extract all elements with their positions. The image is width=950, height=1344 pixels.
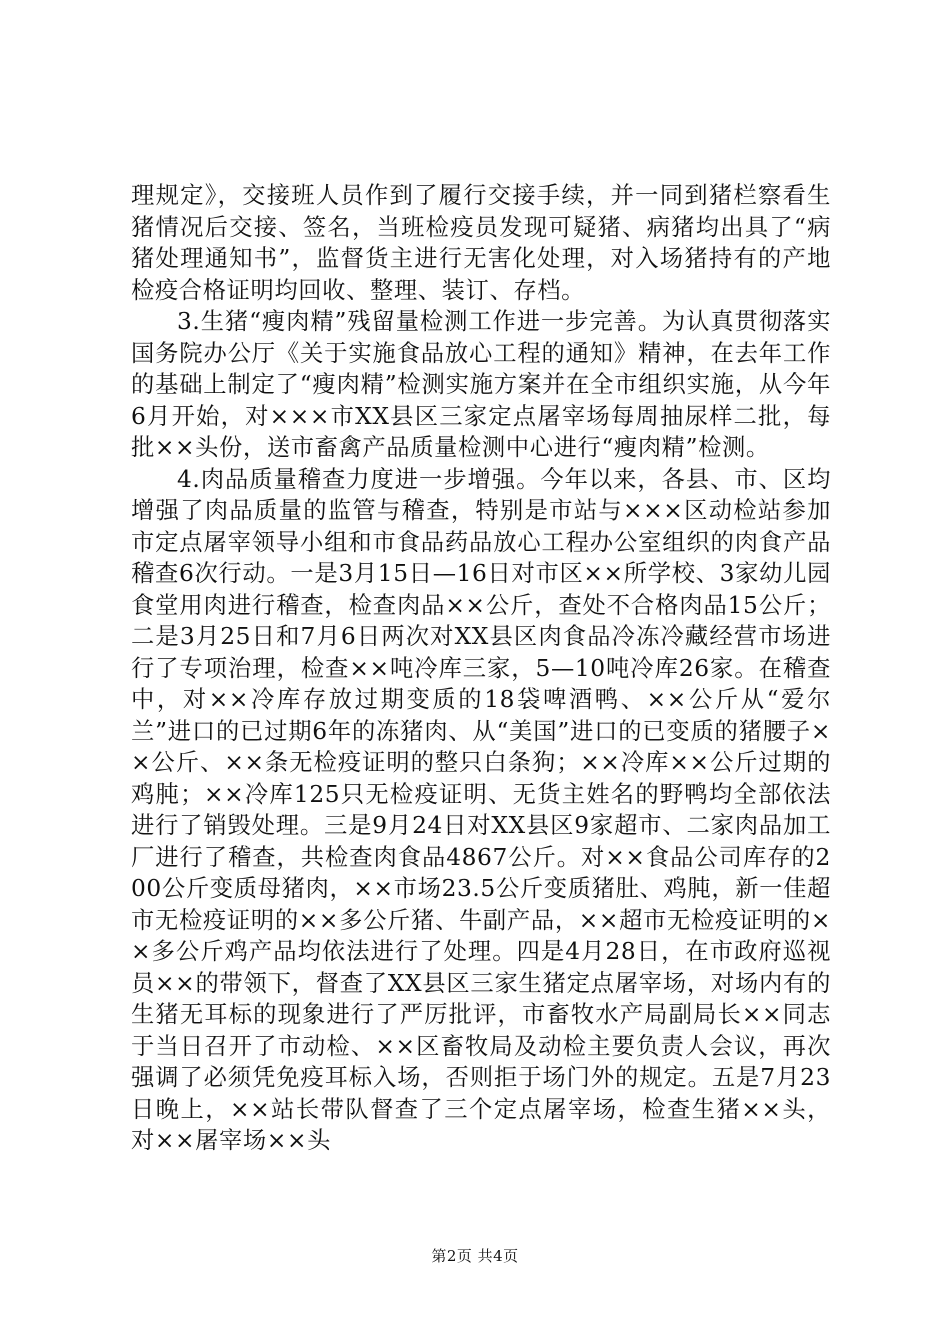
- paragraph-3: 4.肉品质量稽查力度进一步增强。今年以来，各县、市、区均增强了肉品质量的监管与稽查，特别是市站与×××区动检站参加市定点屠宰领导小组和市食品药品放心工程办公室组织的肉食产品稽查6次行动。一是3月15日—16日对市区××所学校、3家幼儿园食堂用肉进行稽查，检查肉品××公斤，查处不合格肉品15公斤；二是3月25日和7月6日两次对XX县区肉食品冷冻冷藏经营市场进行了专项治理，检查××吨冷库三家，5—10吨冷库26家。在稽查中，对××冷库存放过期变质的18袋啤酒鸭、××公斤从“爱尔兰”进口的已过期6年的冻猪肉、从“美国”进口的已变质的猪腰子××公斤、××条无检疫证明的整只白条狗；××冷库××公斤过期的鸡肫；××冷库125只无检疫证明、无货主姓名的野鸭均全部依法进行了销毁处理。三是9月24日对XX县区9家超市、二家肉品加工厂进行了稽查，共检查肉食品4867公斤。对××食品公司库存的200公斤变质母猪肉，××市场23.5公斤变质猪肚、鸡肫，新一佳超市无检疫证明的××多公斤猪、牛副产品，××超市无检疫证明的××多公斤鸡产品均依法进行了处理。四是4月28日，在市政府巡视员××的带领下，督查了XX县区三家生猪定点屠宰场，对场内有的生猪无耳标的现象进行了严厉批评，市畜牧水产局副局长××同志于当日召开了市动检、××区畜牧局及动检主要负责人会议，再次强调了必须凭免疫耳标入场，否则拒于场门外的规定。五是7月23日晚上，××站长带队督查了三个定点屠宰场，检查生猪××头，对××屠宰场××头: [131, 465, 831, 1154]
- paragraph-2: 3.生猪“瘦肉精”残留量检测工作进一步完善。为认真贯彻落实国务院办公厅《关于实施食品放心工程的通知》精神，在去年工作的基础上制定了“瘦肉精”检测实施方案并在全市组织实施，从今年6月开始，对×××市XX县区三家定点屠宰场每周抽尿样二批，每批××头份，送市畜禽产品质量检测中心进行“瘦肉精”检测。: [131, 308, 831, 461]
- document-body: [131, 180, 831, 1157]
- paragraph-1: 理规定》，交接班人员作到了履行交接手续，并一同到猪栏察看生猪情况后交接、签名，当班检疫员发现可疑猪、病猪均出具了“病猪处理通知书”，监督货主进行无害化处理，对入场猪持有的产地检疫合格证明均回收、整理、装订、存档。: [131, 182, 831, 304]
- page-footer: 第2页 共4页: [431, 1247, 519, 1265]
